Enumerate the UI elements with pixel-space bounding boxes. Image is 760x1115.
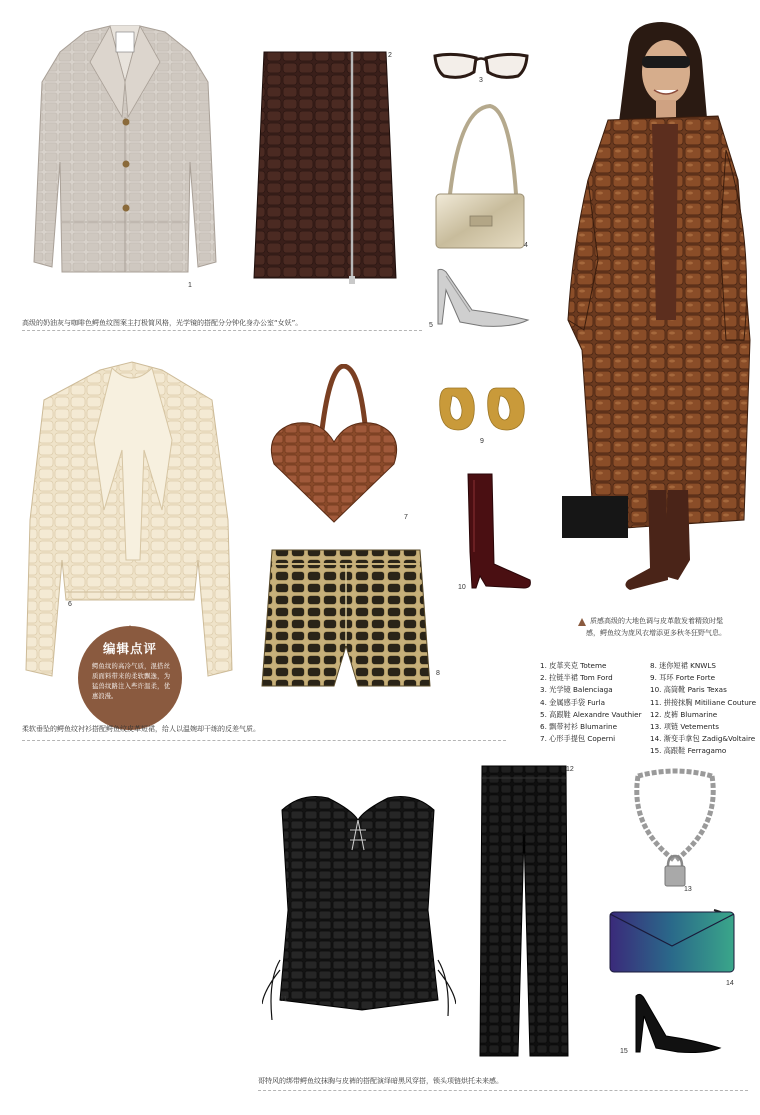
- item-number: 15: [620, 1048, 628, 1055]
- item-number: 8: [436, 670, 440, 677]
- legend-entry: 4. 金属感手袋 Furla: [540, 697, 606, 707]
- item-number: 6: [68, 601, 72, 608]
- item-number: 12: [566, 766, 574, 773]
- legend-entry: 3. 光学镜 Balenciaga: [540, 685, 613, 695]
- street-style-photo: [558, 20, 754, 600]
- caption-middle: 柔软垂坠的鳄鱼纹衬衫搭配鳄鱼纹皮革短裙，给人以温婉却干练的反差气质。: [22, 725, 260, 733]
- item-number: 7: [404, 514, 408, 521]
- product-heart-bag-image: [270, 364, 400, 524]
- item-number: 2: [388, 52, 392, 59]
- item-number: 1: [188, 282, 192, 289]
- crown-icon: [123, 624, 137, 634]
- legend-entry: 5. 高跟鞋 Alexandre Vauthier: [540, 709, 642, 719]
- item-number: 9: [480, 438, 484, 445]
- item-number: 14: [726, 980, 734, 987]
- editor-note-body: 鳄鱼纹的高冷气质，混搭丝质面料带来的柔软飘逸，为猛兽纹路注入些许温柔，优惠浪漫。: [92, 663, 170, 700]
- legend-entry: 7. 心形手提包 Coperni: [540, 734, 616, 744]
- legend-entry: 1. 皮革夹克 Toteme: [540, 661, 607, 670]
- legend-entry: 11. 拼接抹胸 Mitiliane Couture: [650, 697, 756, 707]
- item-number: 5: [429, 322, 433, 329]
- item-legend-right: [650, 660, 756, 758]
- product-lock-necklace-image: [628, 766, 722, 890]
- product-silver-heel-image: [432, 266, 532, 330]
- item-number: 4: [524, 242, 528, 249]
- legend-entry: 12. 皮裤 Blumarine: [650, 709, 718, 719]
- item-number: 10: [458, 584, 466, 591]
- caption-top: 高级的奶油灰与咖啡色鳄鱼纹图案主打极简风格，光学镜的搭配分分钟化身办公室“女妖”。: [22, 319, 303, 327]
- legend-entry: 6. 飘带衬衫 Blumarine: [540, 722, 617, 732]
- legend-entry: 15. 高跟鞋 Ferragamo: [650, 746, 727, 756]
- item-number: 3: [479, 77, 483, 84]
- legend-entry: 8. 迷你短裙 KNWLS: [650, 661, 716, 670]
- divider: [22, 330, 422, 331]
- product-corset-image: [262, 790, 456, 1036]
- product-gradient-clutch-image: [606, 906, 738, 976]
- street-caption-line1: 质感高级的大地色调与皮革散发着精致时髦: [590, 617, 723, 625]
- caption-bottom: 哥特风的绑带鳄鱼纹抹胸与皮裤的搭配演绎暗黑风穿搭，锁头项链烘托未来感。: [258, 1077, 503, 1085]
- product-earrings-image: [436, 384, 528, 434]
- item-number: 11: [280, 996, 288, 1003]
- street-caption-line2: 感，鳄鱼纹为庞风衣增添更多秋冬狂野气息。: [586, 629, 726, 637]
- divider: [258, 1090, 748, 1091]
- product-metallic-bag-image: [430, 102, 526, 252]
- legend-entry: 14. 渐变手拿包 Zadig&Voltaire: [650, 734, 756, 744]
- product-jacket-image: [30, 22, 220, 290]
- product-black-pump-image: [630, 992, 722, 1056]
- legend-entry: 13. 项链 Vetements: [650, 722, 719, 732]
- item-number: 13: [684, 886, 692, 893]
- triangle-icon: [578, 618, 586, 626]
- product-shorts-image: [258, 546, 434, 692]
- product-skirt-image: [250, 50, 400, 286]
- legend-entry: 10. 高筒靴 Paris Texas: [650, 685, 727, 695]
- item-legend-left: [540, 660, 642, 745]
- divider: [22, 740, 506, 741]
- editor-note-title: 编辑点评: [102, 641, 157, 656]
- editor-note-badge: [78, 626, 182, 730]
- product-boot-image: [460, 472, 534, 592]
- legend-entry: 9. 耳环 Forte Forte: [650, 673, 716, 683]
- product-leather-pants-image: [476, 764, 572, 1060]
- legend-entry: 2. 拉链半裙 Tom Ford: [540, 673, 613, 683]
